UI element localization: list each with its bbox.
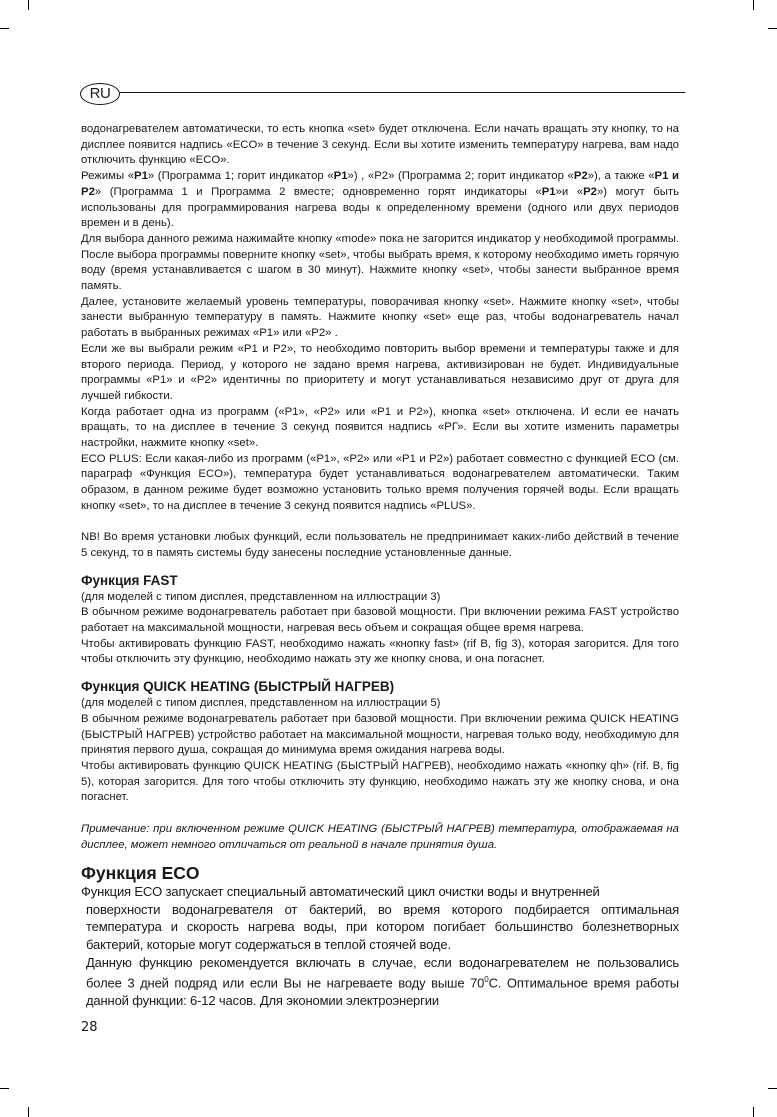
text: Функция ECO запускает специальный автоматический цикл очистки воды и внутренней	[81, 884, 600, 900]
paragraph: Для выбора данного режима нажимайте кнопку «mode» пока не загорится индикатор у необходимой программы. После выбора программы поверните кнопку «set», чтобы выбрать время, к которому необходимо иметь горячую воду (время устанавливается с шагом в 30 минут). Нажмите кнопку «set», чтобы занести выбранное время память.	[81, 232, 679, 293]
text: Режимы «	[81, 170, 135, 183]
document-body	[81, 122, 679, 1010]
paragraph: Когда работает одна из программ («P1», «P2» или «P1 и P2»), кнопка «set» отключена. И если ее начать вращать, то на дисплее в течение 3 секунд появится надпись «РГ». Если вы хотите изменить параметры настройки, нажмите кнопку «set».	[81, 405, 679, 450]
text: C. Оптимальное время работы данной функции: 6-12 часов. Для экономии электроэнергии	[86, 975, 680, 1009]
crop-mark	[768, 28, 777, 29]
crop-mark	[753, 1107, 754, 1117]
section-subtitle: (для моделей с типом дисплея, представленном на иллюстрации 3)	[81, 590, 441, 603]
paragraph: водонагревателем автоматически, то есть кнопка «set» будет отключена. Если начать вращать эту кнопку, то на дисплее появится надпись «ECO» в течение 3 секунд. Если вы хотите изменить температуру нагрева, вам надо отключить функцию «ECO».	[81, 123, 679, 167]
section-title-eco: Функция ECO	[81, 863, 200, 884]
mode-label: P1	[654, 170, 669, 183]
paragraph: Чтобы активировать функцию QUICK HEATING (БЫСТРЫЙ НАГРЕВ), необходимо нажать «кнопку qh» (rif. B, fig 5), которая загорится. Для того чтобы отключить эту функцию, необходимо нажать эту же кнопку снова, и она погаснет.	[81, 760, 679, 804]
paragraph: Далее, установите желаемый уровень температуры, поворачивая кнопку «set». Нажмите кнопку «set», чтобы занести выбранную температуру в память. Нажмите кнопку «set» еще раз, чтобы водонагреватель начал работать в выбранных режимах «P1» или «P2» .	[81, 295, 679, 340]
paragraph	[81, 954, 679, 1010]
mode-label: P1	[541, 185, 556, 198]
text: »), а также «	[587, 170, 655, 183]
mode-label: P2	[583, 185, 597, 198]
mode-label: P1	[333, 170, 348, 183]
paragraph-eco-plus: ECO PLUS: Если какая-либо из программ («P1», «P2» или «P1 и P2») работает совместно с функцией ECO (см. параграф «Функция ECO»), температура будет устанавливаться водонагревателем автоматически. Таким образом, в данном режиме будет возможно установить только время получения горячей воды. Если вращать кнопку «set», то на дисплее в течение 3 секунд появится надпись «PLUS».	[81, 452, 679, 512]
crop-mark	[28, 0, 29, 10]
crop-mark	[0, 1088, 9, 1089]
language-badge: RU	[80, 83, 120, 105]
crop-mark	[768, 1088, 777, 1089]
text: » (Программа 1; горит индикатор «	[147, 170, 334, 183]
crop-mark	[28, 1107, 29, 1117]
crop-mark	[0, 28, 9, 29]
text: »и «	[555, 185, 584, 198]
paragraph: В обычном режиме водонагреватель работает при базовой мощности. При включении режима FAST устройство работает на максимальной мощности, нагревая весь объем и сокращая общее время нагрева.	[81, 606, 679, 635]
paragraph: Чтобы активировать функцию FAST, необходимо нажать «кнопку fast» (rif B, fig 3), которая загорится. Для того чтобы отключить эту функцию, необходимо нажать эту же кнопку снова, и она погаснет.	[81, 637, 679, 666]
text: ») , «P2» (Программа 2; горит индикатор «	[347, 170, 574, 183]
header-rule	[120, 92, 685, 93]
paragraph: В обычном режиме водонагреватель работает при базовой мощности. При включении режима QUICK HEATING (БЫСТРЫЙ НАГРЕВ) устройство работает на максимальной мощности, нагревая только воду, необходимую для принятия первого душа, сокращая до минимума время ожидания нагрева воды.	[81, 712, 679, 757]
paragraph: Если же вы выбрали режим «P1 и P2», то необходимо повторить выбор времени и температуры также и для второго периода. Период, у которого не задано время нагрева, активизирован не будет. Индивидуальные программы «P1» и «P2» идентичны по приоритету и могут устанавливаться независимо друг от друга для лучшей гибкости.	[81, 342, 679, 402]
text: ») могут быть использованы для программирования нагрева воды к определенному времени (одного или двух периодов времен и в день).	[81, 185, 679, 230]
text: » (Программа 1 и Программа 2 вместе; одновременно горят индикаторы «	[94, 185, 542, 198]
text: Данную функцию рекомендуется включать в случае, если водонагревателем не пользовались более 3 дней подряд или если Вы не нагреваете воду выше 70	[86, 954, 679, 991]
nb-note: NB! Во время установки любых функций, если пользователь не предпринимает каких-либо действий в течение 5 секунд, то в память системы буду занесены последние установленные данные.	[81, 531, 679, 559]
text: и	[668, 170, 679, 183]
crop-mark	[753, 0, 754, 10]
page-number: 28	[81, 1020, 98, 1035]
section-subtitle: (для моделей с типом дисплея, представленном на иллюстрации 5)	[81, 697, 441, 710]
paragraph-modes	[81, 169, 679, 232]
eco-section	[81, 863, 679, 1009]
mode-label: P2	[81, 185, 95, 198]
section-title-fast: Функция FAST	[81, 572, 178, 588]
quick-heating-note: Примечание: при включенном режиме QUICK HEATING (БЫСТРЫЙ НАГРЕВ) температура, отображаемая на дисплее, может немного отличаться от реальной в начале принятия душа.	[81, 822, 679, 851]
mode-label: P2	[573, 170, 588, 183]
page-header	[80, 83, 685, 107]
paragraph: поверхности водонагревателя от бактерий, во время которого подбирается оптимальная температура и скорость нагрева воды, при котором погибает большинство болезнетворных бактерий, которые могут содержаться в теплой стоячей воде.	[86, 901, 679, 952]
degree-mark: 0	[484, 975, 489, 985]
paragraph	[81, 883, 679, 901]
section-title-quick-heating: Функция QUICK HEATING (БЫСТРЫЙ НАГРЕВ)	[81, 679, 395, 695]
mode-label: P1	[134, 170, 148, 183]
